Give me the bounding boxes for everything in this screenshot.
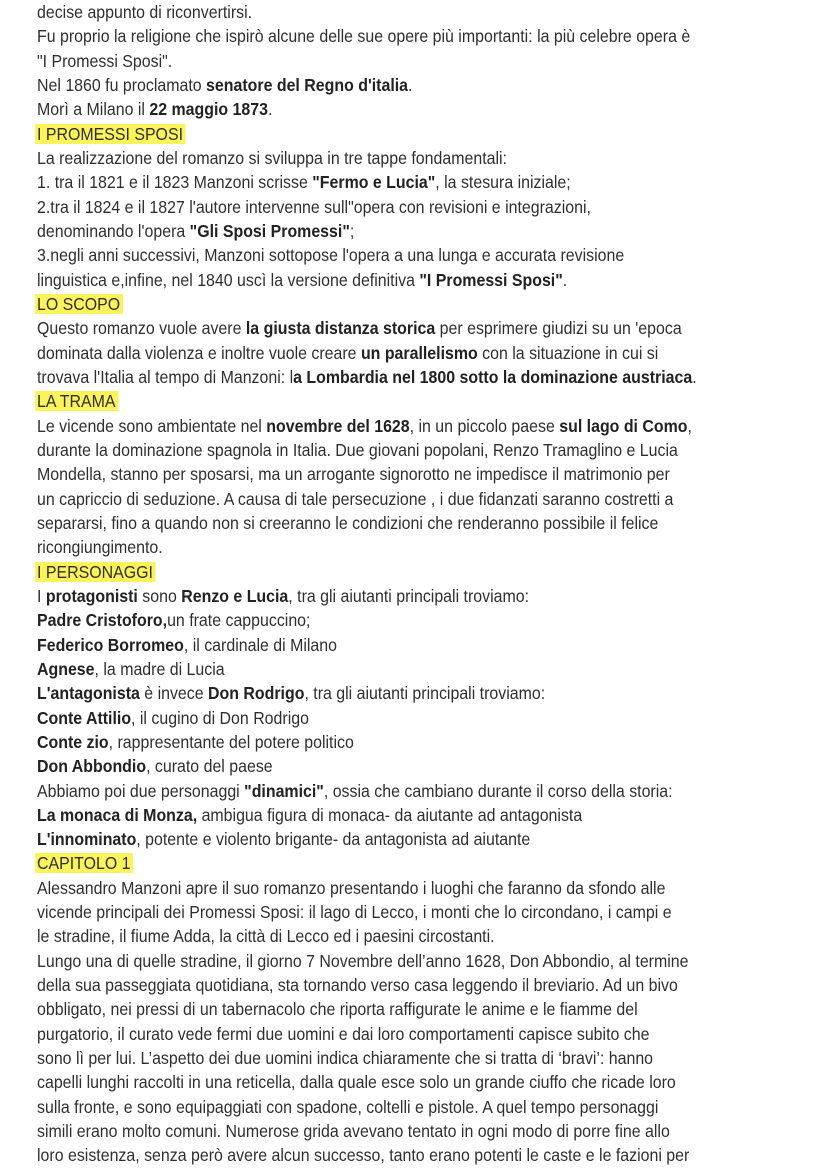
text: obbligato, nei pressi di un tabernacolo che riporta raffigurate le anime e le fiamme del — [37, 999, 638, 1020]
text: Morì a Milano il — [37, 99, 150, 120]
bold-text: "I Promessi Sposi" — [419, 269, 563, 290]
text: Abbiamo poi due personaggi — [37, 780, 245, 801]
bold-text: Conte Attilio — [37, 707, 132, 728]
text: capelli lunghi raccolti in una reticella, dalla quale esce solo un grande ciuffo che ricade loro — [37, 1072, 676, 1093]
text: sono lì per lui. L’aspetto dei due uomini indica chiaramente che si tratta di ‘bravi’: hanno — [37, 1048, 654, 1069]
bold-text: Padre Cristoforo, — [37, 610, 168, 631]
section-heading — [37, 389, 815, 413]
text-line — [37, 949, 815, 973]
section-heading — [37, 851, 815, 875]
text-line — [37, 1095, 815, 1119]
text: trovava l'Italia al tempo di Manzoni: l — [37, 366, 294, 387]
text: , la stesura iniziale; — [435, 172, 571, 193]
text: Mondella, stanno per sposarsi, ma un arrogante signorotto ne impedisce il matrimonio per — [37, 464, 670, 485]
text: decise appunto di riconvertirsi. — [37, 2, 253, 22]
text: . — [562, 269, 568, 290]
text-line — [37, 657, 815, 681]
text-line — [37, 754, 815, 778]
text: 1. tra il 1821 e il 1823 Manzoni scrisse — [37, 172, 313, 193]
text: La realizzazione del romanzo si sviluppa in tre tappe fondamentali: — [37, 147, 507, 168]
text: ambigua figura di monaca- da aiutante ad antagonista — [197, 804, 583, 825]
text-line — [37, 900, 815, 924]
text-line — [37, 97, 815, 121]
section-heading — [37, 292, 815, 316]
bold-text: novembre del 1628 — [266, 415, 410, 436]
bold-text: sul lago di Como — [559, 415, 688, 436]
text: Lungo una di quelle stradine, il giorno 7 Novembre dell’anno 1628, Don Abbondio, al termine — [37, 950, 689, 971]
text: , rappresentante del potere politico — [108, 731, 354, 752]
text: è invece — [139, 683, 209, 704]
bold-text: "Gli Sposi Promessi" — [189, 220, 350, 241]
text-line — [37, 49, 815, 73]
text: un frate cappuccino; — [167, 610, 311, 631]
text: Nel 1860 fu proclamato — [37, 74, 207, 95]
text-line — [37, 146, 815, 170]
text-line — [37, 779, 815, 803]
text-line — [37, 827, 815, 851]
text-line — [37, 876, 815, 900]
text-line — [37, 730, 815, 754]
text: le stradine, il fiume Adda, la città di Lecco ed i paesini circostanti. — [37, 926, 495, 947]
text-line — [37, 170, 815, 194]
text: , il cugino di Don Rodrigo — [131, 707, 309, 728]
section-heading — [37, 122, 815, 146]
text-line — [37, 268, 815, 292]
text-line — [37, 243, 815, 267]
text-line — [37, 1070, 815, 1094]
text: Alessandro Manzoni apre il suo romanzo presentando i luoghi che faranno da sfondo alle — [37, 877, 666, 898]
highlighted-heading-text: CAPITOLO 1 — [35, 853, 133, 873]
bold-text: "Fermo e Lucia" — [312, 172, 436, 193]
text-line — [37, 803, 815, 827]
text-line — [37, 487, 815, 511]
text: , tra gli aiutanti principali troviamo: — [288, 585, 530, 606]
text: , in un piccolo paese — [409, 415, 560, 436]
bold-text: la giusta distanza storica — [245, 318, 436, 339]
highlighted-heading-text: LA TRAMA — [35, 391, 118, 411]
bold-text: protagonisti — [45, 585, 138, 606]
text-line — [37, 462, 815, 486]
text-line — [37, 341, 815, 365]
text: sulla fronte, e sono equipaggiati con spadone, coltelli e pistole. A quel tempo personaggi — [37, 1096, 659, 1117]
text: linguistica e,infine, nel 1840 uscì la versione definitiva — [37, 269, 420, 290]
text: separarsi, fino a quando non si creeranno le condizioni che renderanno possibile il felice — [37, 512, 659, 533]
text-line — [37, 511, 815, 535]
text: , curato del paese — [146, 756, 273, 777]
text: un capriccio di seduzione. A causa di tale persecuzione , i due fidanzati saranno costretti a — [37, 488, 674, 509]
text: per esprimere giudizi su un 'epoca — [435, 318, 682, 339]
text: vicende principali dei Promessi Sposi: il lago di Lecco, i monti che lo circondano, i campi e — [37, 902, 672, 923]
highlighted-heading-text: I PERSONAGGI — [35, 562, 155, 582]
text: Fu proprio la religione che ispirò alcune delle sue opere più importanti: la più celebre opera è — [37, 26, 691, 47]
text: , il cardinale di Milano — [183, 634, 337, 655]
text-line — [37, 195, 815, 219]
text-line — [37, 1119, 815, 1143]
text: simili erano molto comuni. Numerose grida avevano tentato in ogni modo di porre fine allo — [37, 1121, 670, 1142]
text: della sua passeggiata quotidiana, sta tornando verso casa leggendo il breviario. Ad un bivo — [37, 975, 678, 996]
text: , la madre di Lucia — [94, 658, 225, 679]
bold-text: a Lombardia nel 1800 sotto la dominazione austriaca — [293, 366, 693, 387]
bold-text: Renzo e Lucia — [181, 585, 289, 606]
document-body — [37, 0, 815, 1168]
highlighted-heading-text: LO SCOPO — [35, 294, 123, 314]
text: dominata dalla violenza e inoltre vuole creare — [37, 342, 361, 363]
text-line — [37, 414, 815, 438]
text-line — [37, 1046, 815, 1070]
text: ricongiungimento. — [37, 537, 163, 558]
text: purgatorio, il curato vede fermi due uomini e dai loro comportamenti capisce subito che — [37, 1023, 650, 1044]
text: con la situazione in cui si — [477, 342, 659, 363]
bold-text: 22 maggio 1873 — [149, 99, 268, 120]
bold-text: La monaca di Monza, — [37, 804, 198, 825]
bold-text: Conte zio — [37, 731, 109, 752]
text: , tra gli aiutanti principali troviamo: — [304, 683, 546, 704]
text-line — [37, 24, 815, 48]
text: loro esistenza, senza però avere alcun successo, tanto erano potenti le caste e le fazioni per — [37, 1145, 690, 1166]
highlighted-heading-text: I PROMESSI SPOSI — [35, 124, 186, 144]
bold-text: L'antagonista — [37, 683, 140, 704]
text-line — [37, 365, 815, 389]
text-line — [37, 924, 815, 948]
text-line — [37, 633, 815, 657]
text-line — [37, 438, 815, 462]
text: 2.tra il 1824 e il 1827 l'autore intervenne sull"opera con revisioni e integrazioni, — [37, 196, 591, 217]
text: "I Promessi Sposi". — [37, 50, 173, 71]
text: Le vicende sono ambientate nel — [37, 415, 267, 436]
text: denominando l'opera — [37, 220, 190, 241]
text: ; — [349, 220, 355, 241]
text: I — [37, 585, 46, 606]
bold-text: Don Rodrigo — [208, 683, 305, 704]
text-line — [37, 73, 815, 97]
text-line — [37, 0, 815, 24]
text: . — [408, 74, 413, 95]
bold-text: senatore del Regno d'italia — [206, 74, 409, 95]
text-line — [37, 1022, 815, 1046]
text: Questo romanzo vuole avere — [37, 318, 246, 339]
text-line — [37, 608, 815, 632]
text-line — [37, 316, 815, 340]
text: , — [687, 415, 692, 436]
bold-text: un parallelismo — [360, 342, 478, 363]
text-line — [37, 681, 815, 705]
text: . — [267, 99, 273, 120]
bold-text: Agnese — [37, 658, 95, 679]
text: durante la dominazione spagnola in Italia. Due giovani popolani, Renzo Tramaglino e Lucia — [37, 439, 678, 460]
bold-text: Don Abbondio — [37, 756, 147, 777]
text: 3.negli anni successivi, Manzoni sottopose l'opera a una lunga e accurata revisione — [37, 245, 625, 266]
text: . — [692, 366, 697, 387]
text: , ossia che cambiano durante il corso della storia: — [323, 780, 673, 801]
text-line — [37, 219, 815, 243]
text-line — [37, 584, 815, 608]
bold-text: Federico Borromeo — [37, 634, 184, 655]
bold-text: "dinamici" — [244, 780, 324, 801]
text-line — [37, 973, 815, 997]
text: , potente e violento brigante- da antagonista ad aiutante — [136, 829, 531, 850]
text-line — [37, 1143, 815, 1167]
text-line — [37, 706, 815, 730]
bold-text: L'innominato — [37, 829, 137, 850]
section-heading — [37, 560, 815, 584]
text-line — [37, 997, 815, 1021]
text: sono — [137, 585, 182, 606]
text-line — [37, 535, 815, 559]
